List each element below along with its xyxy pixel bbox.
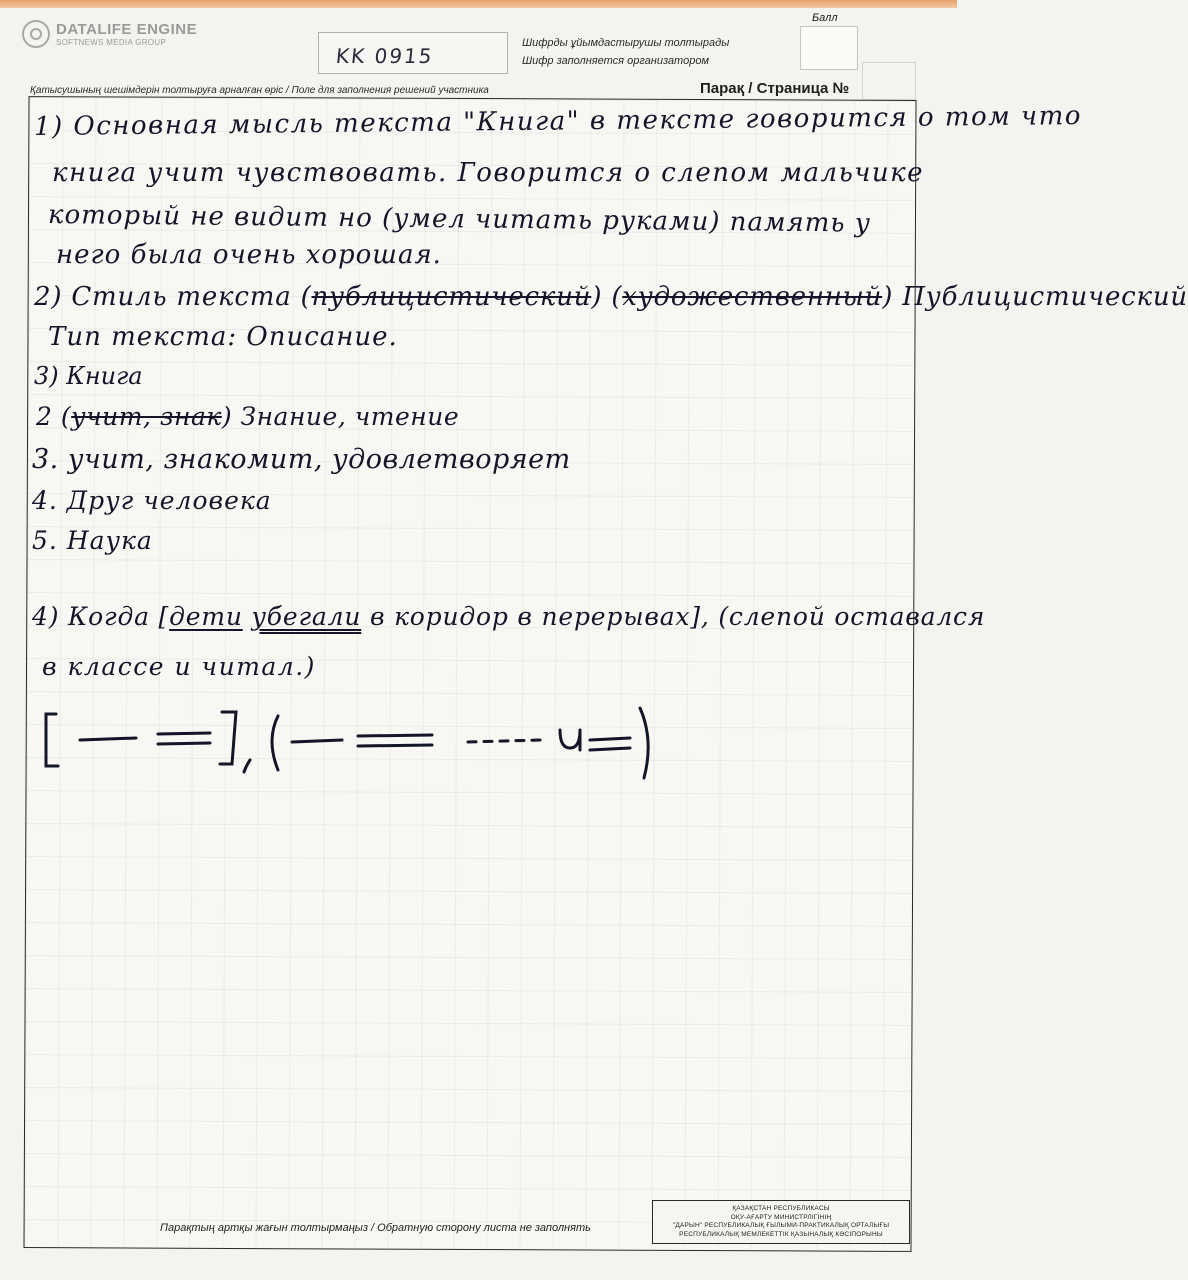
page-number-label: Парақ / Страница № [700, 80, 850, 97]
scheme-predicate-line-2 [158, 743, 210, 744]
answer-line-6: Тип текста: Описание. [48, 322, 398, 352]
page-number-box [862, 62, 916, 100]
style-prefix: 2) Стиль текста ( [34, 282, 312, 312]
cipher-value: KK 0915 [334, 44, 435, 68]
answer-line-13: в классе и читал.) [42, 652, 316, 681]
answer-line-4: него была очень хорошая. [56, 240, 442, 270]
scheme-predicate-line-4 [358, 745, 432, 746]
sentence-prefix: 4) Когда [ [32, 602, 170, 631]
answer-line-2: книга учит чувствовать. Говорится о слепом мальчике [52, 158, 925, 188]
sentence-suffix: в коридор в перерывах], (слепой оставался [361, 602, 986, 631]
scheme-conjunction-i [560, 730, 580, 750]
answer-line-3: который не видит но (умел читать руками) память у [47, 200, 872, 239]
scheme-comma [244, 760, 250, 772]
scheme-predicate-line-6 [590, 748, 630, 750]
organization-stamp [652, 1200, 910, 1244]
organizer-note-kz: Шифрды ұйымдастырушы толтырады [522, 37, 730, 49]
answer-line-9: 3. учит, знакомит, удовлетворяет [32, 444, 571, 475]
item-2-answer: ) Знание, чтение [221, 402, 460, 431]
sentence-predicate: убегали [251, 602, 362, 631]
stamp-line-2: ОҚУ-АҒАРТУ МИНИСТРЛІГІНІҢ [730, 1213, 832, 1221]
scheme-predicate-line-5 [590, 738, 630, 740]
score-label: Балл [812, 12, 838, 24]
scheme-predicate-line-1 [158, 733, 210, 734]
answer-line-5 [34, 282, 1188, 312]
stamp-line-4: РЕСПУБЛИКАЛЫҚ МЕМЛЕКЕТТІК ҚАЗЫНАЛЫҚ КӘСІПОРЫНЫ [679, 1230, 883, 1238]
answer-line-11: 5. Наука [32, 526, 153, 555]
style-middle: ) ( [591, 282, 623, 312]
answer-line-7: 3) Книга [34, 362, 143, 390]
organizer-note [522, 34, 729, 70]
sentence-subject: дети [169, 602, 243, 631]
style-crossed-out-1: публицистический [311, 282, 592, 312]
scheme-predicate-line-3 [358, 735, 432, 736]
scheme-close-paren [640, 708, 648, 778]
style-crossed-out-2: художественный [622, 282, 883, 312]
datalife-logo-icon [22, 20, 50, 48]
style-answer: ) Публицистический [882, 282, 1188, 312]
scheme-adverbial-line [468, 740, 540, 742]
scheme-open-paren [272, 716, 278, 770]
footer-note: Парақтың артқы жағын толтырмаңыз / Обратную сторону листа не заполнять [160, 1222, 591, 1234]
item-2-crossed-out: учит, знак [71, 402, 222, 431]
scheme-close-bracket [220, 712, 236, 764]
watermark-subtitle: SOFTNEWS MEDIA GROUP [56, 37, 167, 47]
answer-line-12 [32, 602, 985, 631]
sentence-scheme-drawing [40, 700, 680, 790]
scheme-subject-line-2 [292, 740, 342, 742]
answer-line-10: 4. Друг человека [32, 486, 272, 515]
answer-field-label: Қатысушының шешімдерін толтыруға арналған өріс / Поле для заполнения решений участника [30, 85, 489, 96]
scheme-subject-line [80, 738, 136, 740]
stamp-line-3: "ДАРЫН" РЕСПУБЛИКАЛЫҚ ҒЫЛЫМИ-ПРАКТИКАЛЫҚ ОРТАЛЫҒЫ [672, 1222, 890, 1229]
answer-line-8 [36, 402, 459, 431]
score-box [800, 26, 858, 70]
watermark-title: DATALIFE ENGINE [56, 20, 198, 38]
answer-line-1: 1) Основная мысль текста "Книга" в тексте говорится о том что [33, 101, 1083, 142]
organizer-note-ru: Шифр заполняется организатором [522, 55, 709, 67]
stamp-line-1: ҚАЗАҚСТАН РЕСПУБЛИКАСЫ [732, 1205, 830, 1212]
scheme-open-bracket [46, 714, 58, 766]
watermark [22, 20, 197, 48]
item-2-prefix: 2 ( [36, 402, 72, 431]
top-edge-band [0, 0, 957, 8]
